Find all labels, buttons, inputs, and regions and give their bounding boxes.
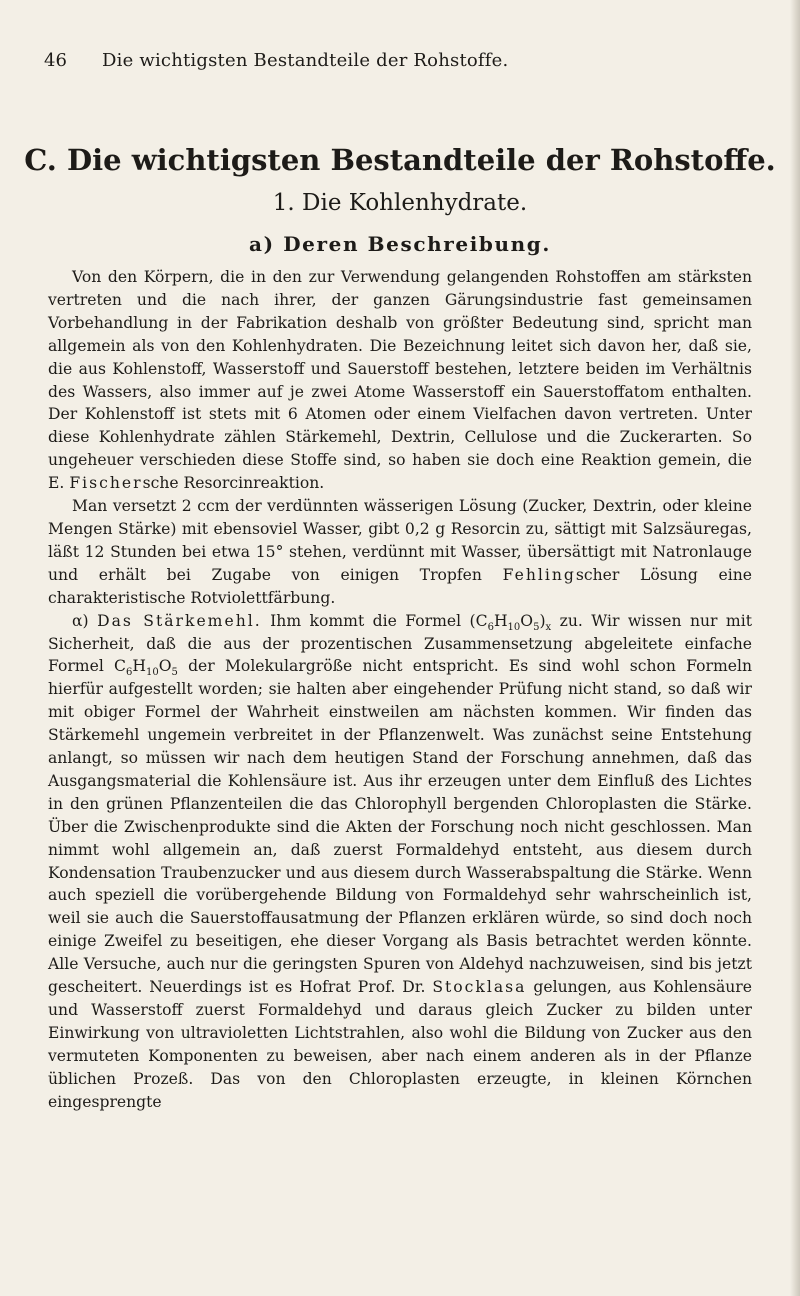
page-edge-shadow xyxy=(790,0,800,1296)
paragraph-1-end: sche Resorcinreaktion. xyxy=(142,474,325,493)
running-head xyxy=(44,50,760,80)
paragraph-3 xyxy=(48,610,752,1114)
running-title: Die wichtigsten Bestandteile der Rohstoffe. xyxy=(102,50,509,71)
paragraph-1 xyxy=(48,266,752,495)
formula-text-d: ) xyxy=(539,611,546,630)
term-staerkemehl: Das Stärkemehl. xyxy=(97,611,262,630)
author-name-stocklasa: Stocklasa xyxy=(432,978,527,997)
paragraph-2-text-b: scher Lösung eine charakteristische Rotviolettfärbung. xyxy=(48,565,752,607)
paragraph-3-text-h: der Molekulargröße nicht entspricht. Es sind wohl schon Formeln hierfür aufgestellt worden; sie halten aber eingehender Prüfung nicht stand, so daß wir mit obiger Formel der Wahrheit einstweilen am nächsten kommen. Wir finden das Stärkemehl ungemein verbreitet in der Pflanzenwelt. Was zunächst seine Entstehung anlangt, so müssen wir nach dem heutigen Stand der Forschung annehmen, daß das Ausgangsmaterial die Kohlensäure ist. Aus ihr erzeugen unter dem Einfluß des Lichtes in den grünen Pflanzenteilen die das Chlorophyll bergenden Chloroplasten die Stärke. Über die Zwischenprodukte sind die Akten der Forschung noch nicht geschlossen. Man nimmt wohl allgemein an, daß zuerst Formaldehyd entsteht, aus diesem durch Kondensation Traubenzucker und aus diesem durch Wasserabspaltung die Stärke. Wenn auch speziell die vorübergehende Bildung von Formaldehyd sehr wahrscheinlich ist, weil sie auch die Sauerstoffausatmung der Pflanzen erklären würde, so sind doch noch einige Zweifel zu beseitigen, ehe dieser Vorgang als Basis betrachtet werden könnte. Alle Versuche, auch nur die geringsten Spuren von Aldehyd nachzuweisen, sind bis jetzt gescheitert. Neuerdings ist es Hofrat Prof. Dr. xyxy=(48,657,752,997)
formula-text-f: H xyxy=(132,657,146,676)
formula-text-g: O xyxy=(158,657,172,676)
subscript: 5 xyxy=(171,667,178,679)
subsection-label: α) xyxy=(72,611,89,630)
section-heading: C. Die wichtigsten Bestandteile der Rohstoffe. xyxy=(24,143,776,177)
subscript: 6 xyxy=(487,621,494,633)
formula-text-c: O xyxy=(520,611,534,630)
body-text xyxy=(48,266,752,1114)
formula-text-b: H xyxy=(493,611,508,630)
subscript: 10 xyxy=(507,621,521,633)
page-number: 46 xyxy=(44,50,67,71)
subscript: 6 xyxy=(125,667,133,679)
subscript: x xyxy=(545,621,552,633)
formula-text-a: Ihm kommt die Formel (C xyxy=(270,611,488,630)
author-name-fehling: Fehling xyxy=(502,565,576,584)
paragraph-2 xyxy=(48,495,752,610)
subscript: 5 xyxy=(533,621,540,633)
paragraph-1-text: Von den Körpern, die in den zur Verwendung gelangenden Rohstoffen am stärksten vertreten und die nach ihrer, der ganzen Gärungsindustrie fast gemeinsamen Vorbehandlung in der Fabrikation deshalb von größter Bedeutung sind, spricht man allgemein als von den Kohlenhydraten. Die Bezeichnung leitet sich davon her, daß sie, die aus Kohlenstoff, Wasserstoff und Sauerstoff bestehen, letztere beiden im Verhältnis des Wassers, also immer auf je zwei Atome Wasserstoff ein Sauerstoffatom enthalten. Der Kohlenstoff ist stets mit 6 Atomen oder einem Vielfachen davon vertreten. Unter diese Kohlenhydrate zählen Stärkemehl, Dextrin, Cellulose und die Zuckerarten. So ungeheuer verschieden diese Stoffe sind, so haben sie doch eine Reaktion gemein, die E. xyxy=(48,268,752,493)
author-name-fischer: Fischer xyxy=(69,474,143,493)
paragraph-3-text-i: gelungen, aus Kohlensäure und Wasserstoff zuerst Formaldehyd und daraus gleich Zucker zu bilden unter Einwirkung von ultravioletten Lichtstrahlen, also wohl die Bildung von Zucker aus den vermuteten Komponenten zu beweisen, aber nach einem anderen als in der Pflanze üblichen Prozeß. Das von den Chloroplasten erzeugte, in kleinen Körnchen eingesprengte xyxy=(48,978,752,1111)
subsubsection-heading: a) Deren Beschreibung. xyxy=(249,232,551,256)
paragraph-2-text-a: Man versetzt 2 ccm der verdünnten wässerigen Lösung (Zucker, Dextrin, oder kleine Mengen Stärke) mit ebensoviel Wasser, gibt 0,2 g Resorcin zu, sättigt mit Salzsäuregas, läßt 12 Stunden bei etwa 15° stehen, verdünnt mit Wasser, übersättigt mit Natronlauge und erhält bei Zugabe von einigen Tropfen xyxy=(48,497,752,584)
subsection-heading: 1. Die Kohlenhydrate. xyxy=(272,190,528,216)
subscript: 10 xyxy=(145,667,159,679)
paragraph-3-text-e: zu. Wir wissen nur mit Sicherheit, daß die aus der prozentischen Zusammensetzung abgeleitete einfache Formel C xyxy=(48,611,752,676)
